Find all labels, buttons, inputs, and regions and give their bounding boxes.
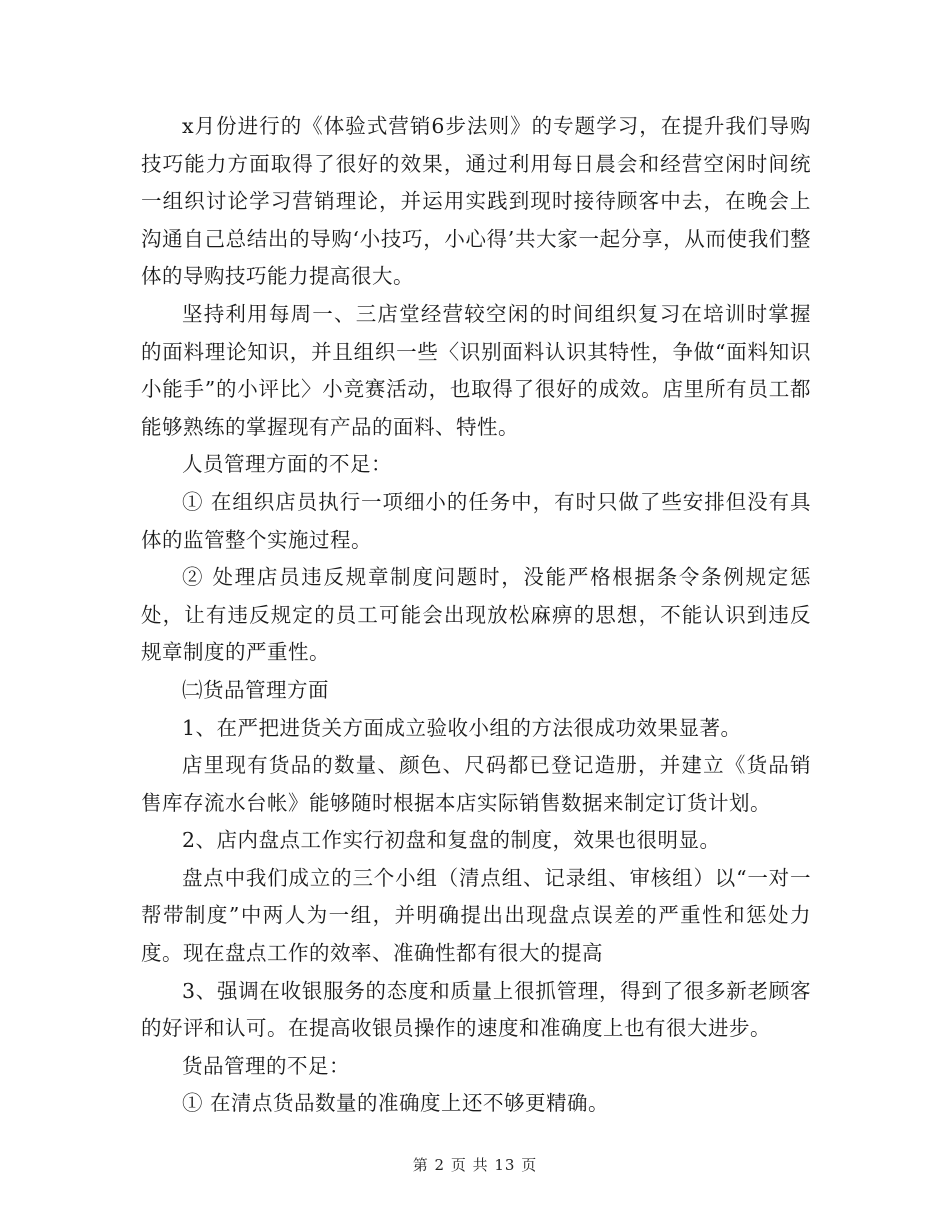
paragraph-goods-item-3: 3、强调在收银服务的态度和质量上很抓管理，得到了很多新老顾客的好评和认可。在提高收银员操作的速度和准确度上也有很大进步。 xyxy=(141,978,811,1041)
paragraph-staff-shortcoming-1: ① 在组织店员执行一项细小的任务中，有时只做了些安排但没有具体的监管整个实施过程。 xyxy=(141,489,811,552)
paragraph-goods-item-1: 1、在严把进货关方面成立验收小组的方法很成功效果显著。 xyxy=(182,715,742,740)
heading-goods-management: ㈡货品管理方面 xyxy=(182,677,329,702)
paragraph-fabric-knowledge: 坚持利用每周一、三店堂经营较空闲的时间组织复习在培训时掌握的面料理论知识，并且组织一些〈识别面料认识其特性，争做“面料知识小能手”的小评比〉小竞赛活动，也取得了很好的成效。店里所有员工都能够熟练的掌握现有产品的面料、特性。 xyxy=(141,301,811,439)
paragraph-goods-item-2: 2、店内盘点工作实行初盘和复盘的制度，效果也很明显。 xyxy=(182,828,721,853)
heading-goods-shortcomings: 货品管理的不足： xyxy=(182,1053,350,1078)
page-number-footer: 第 2 页 共 13 页 xyxy=(412,1156,538,1174)
paragraph-goods-shortcoming-1: ① 在清点货品数量的准确度上还不够更精确。 xyxy=(182,1091,610,1116)
paragraph-stocktake-groups: 盘点中我们成立的三个小组（清点组、记录组、审核组）以“一对一帮带制度”中两人为一组，并明确提出出现盘点误差的严重性和惩处力度。现在盘点工作的效率、准确性都有很大的提高 xyxy=(141,865,811,966)
paragraph-experiential-marketing: x月份进行的《体验式营销6步法则》的专题学习，在提升我们导购技巧能力方面取得了很好的效果，通过利用每日晨会和经营空闲时间统一组织讨论学习营销理论，并运用实践到现时接待顾客中去，在晚会上沟通自己总结出的导购‘小技巧，小心得’共大家一起分享，从而使我们整体的导购技巧能力提高很大。 xyxy=(141,114,811,289)
paragraph-goods-registry: 店里现有货品的数量、颜色、尺码都已登记造册，并建立《货品销售库存流水台帐》能够随时根据本店实际销售数据来制定订货计划。 xyxy=(141,753,811,815)
heading-staff-shortcomings: 人员管理方面的不足： xyxy=(182,452,392,477)
paragraph-staff-shortcoming-2: ② 处理店员违反规章制度问题时，没能严格根据条令条例规定惩处，让有违反规定的员工可能会出现放松麻痹的思想，不能认识到违反规章制度的严重性。 xyxy=(141,565,811,665)
document-body xyxy=(141,108,811,1123)
